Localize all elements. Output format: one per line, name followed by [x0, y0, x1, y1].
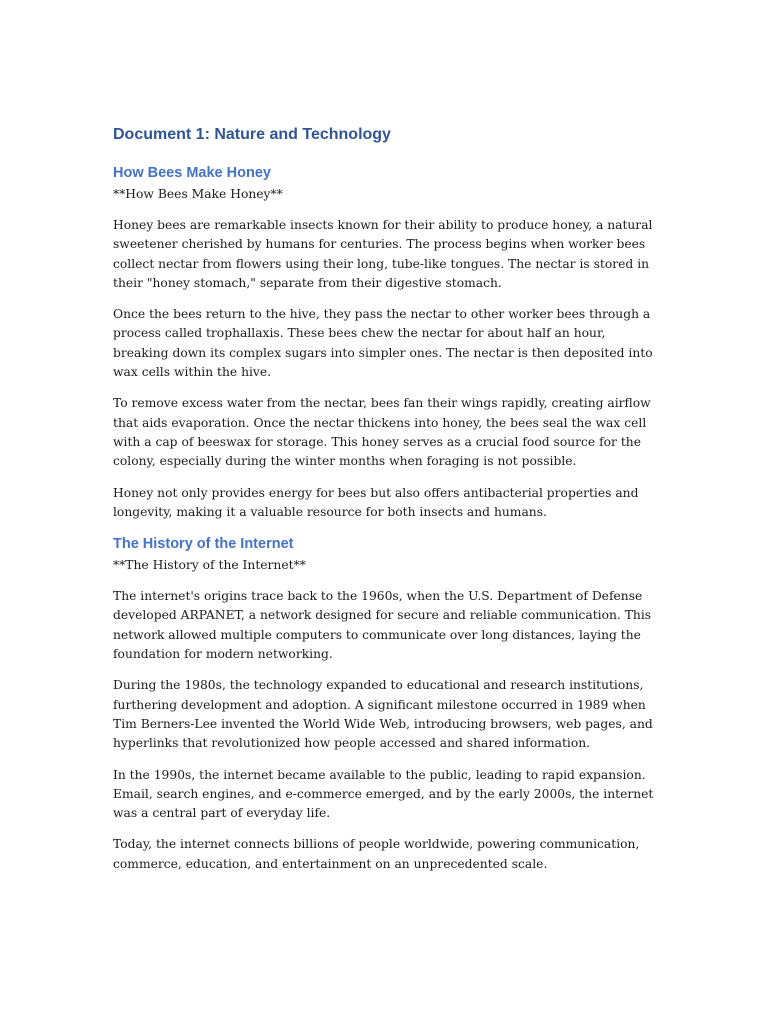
paragraph: During the 1980s, the technology expanded to educational and research institutions, furthering development and adoption. A significant milestone occurred in 1989 when Tim Berners-Lee invented the World Wide Web, introducing browsers, web pages, and hyperlinks that revolutionized how people accessed and shared information.: [113, 678, 653, 751]
document-page: [113, 124, 661, 886]
paragraph: In the 1990s, the internet became available to the public, leading to rapid expansion. Email, search engines, and e-commerce emerged, and by the early 2000s, the internet was a central part of everyday life.: [113, 767, 654, 821]
document-title: Document 1: Nature and Technology: [113, 126, 391, 143]
paragraph: Once the bees return to the hive, they pass the nectar to other worker bees through a process called trophallaxis. These bees chew the nectar for about half an hour, breaking down its complex sugars into simpler ones. The nectar is then deposited into wax cells within the hive.: [113, 307, 653, 380]
section-heading: How Bees Make Honey: [113, 165, 271, 181]
section-subheading: **How Bees Make Honey**: [113, 187, 283, 201]
section-heading: The History of the Internet: [113, 536, 294, 553]
paragraph: Honey bees are remarkable insects known for their ability to produce honey, a natural sweetener cherished by humans for centuries. The process begins when worker bees collect nectar from flowers using their long, tube-like tongues. The nectar is stored in their "honey stomach," separate from their digestive stomach.: [113, 218, 653, 290]
paragraph: To remove excess water from the nectar, bees fan their wings rapidly, creating airflow that aids evaporation. Once the nectar thickens into honey, the bees seal the wax cell with a cap of beeswax for storage. This honey serves as a crucial food source for the colony, especially during the winter months when foraging is not possible.: [113, 396, 651, 469]
paragraph: The internet's origins trace back to the 1960s, when the U.S. Department of Defense developed ARPANET, a network designed for secure and reliable communication. This network allowed multiple computers to communicate over long distances, laying the foundation for modern networking.: [113, 589, 652, 662]
section-subheading: **The History of the Internet**: [113, 558, 306, 573]
section-bees: [113, 163, 661, 522]
paragraph: Today, the internet connects billions of people worldwide, powering communication, commerce, education, and entertainment on an unprecedented scale.: [113, 837, 640, 871]
section-internet: [113, 534, 661, 874]
paragraph: Honey not only provides energy for bees but also offers antibacterial properties and longevity, making it a valuable resource for both insects and humans.: [113, 485, 639, 519]
